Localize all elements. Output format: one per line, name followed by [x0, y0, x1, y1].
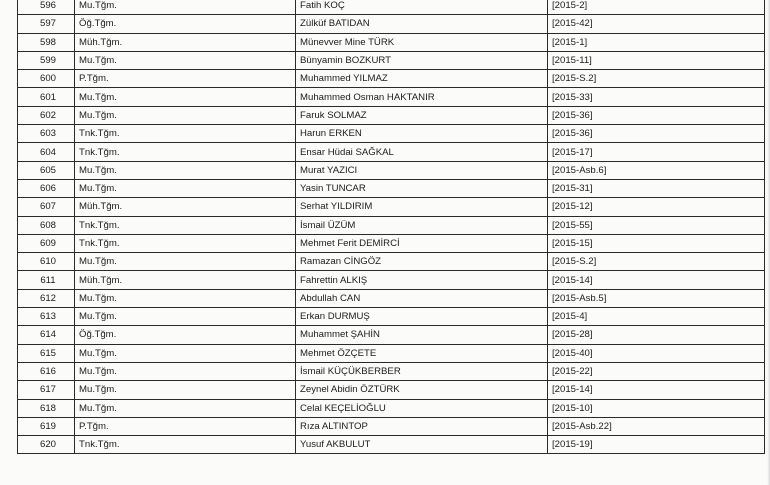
row-name: Serhat YILDIRIM	[296, 198, 548, 216]
row-code: [2015-2]	[548, 0, 765, 15]
row-number: 603	[18, 125, 75, 143]
personnel-table	[17, 0, 765, 454]
row-rank: Tnk.Tğm.	[75, 143, 296, 161]
row-rank: Mu.Tğm.	[75, 179, 296, 197]
row-rank: P.Tğm.	[75, 417, 296, 435]
row-name: Muhammet ŞAHİN	[296, 326, 548, 344]
table-row	[18, 344, 765, 362]
row-name: Yusuf AKBULUT	[296, 436, 548, 454]
row-code: [2015-1]	[548, 33, 765, 51]
row-code: [2015-14]	[548, 271, 765, 289]
row-number: 608	[18, 216, 75, 234]
row-rank: Tnk.Tğm.	[75, 216, 296, 234]
row-code: [2015-33]	[548, 88, 765, 106]
table-row	[18, 33, 765, 51]
row-name: Muhammed Osman HAKTANIR	[296, 88, 548, 106]
row-rank: Mu.Tğm.	[75, 344, 296, 362]
row-number: 604	[18, 143, 75, 161]
row-number: 606	[18, 179, 75, 197]
table-row	[18, 234, 765, 252]
table-row	[18, 271, 765, 289]
table-row	[18, 326, 765, 344]
row-name: Zülküf BATIDAN	[296, 15, 548, 33]
row-name: Ensar Hüdai SAĞKAL	[296, 143, 548, 161]
row-name: Faruk SOLMAZ	[296, 106, 548, 124]
row-rank: Tnk.Tğm.	[75, 234, 296, 252]
row-name: Erkan DURMUŞ	[296, 308, 548, 326]
row-number: 618	[18, 399, 75, 417]
table-row	[18, 51, 765, 69]
row-code: [2015-36]	[548, 125, 765, 143]
row-name: Fahrettin ALKIŞ	[296, 271, 548, 289]
row-name: Ramazan CİNGÖZ	[296, 253, 548, 271]
row-number: 598	[18, 33, 75, 51]
table-row	[18, 125, 765, 143]
row-number: 596	[18, 0, 75, 15]
row-rank: Mu.Tğm.	[75, 0, 296, 15]
row-rank: Mu.Tğm.	[75, 253, 296, 271]
row-name: Yasin TUNCAR	[296, 179, 548, 197]
table-row	[18, 88, 765, 106]
row-number: 597	[18, 15, 75, 33]
row-number: 612	[18, 289, 75, 307]
row-code: [2015-S.2]	[548, 70, 765, 88]
row-number: 605	[18, 161, 75, 179]
row-code: [2015-19]	[548, 436, 765, 454]
row-name: Mehmet Ferit DEMİRCİ	[296, 234, 548, 252]
row-number: 617	[18, 381, 75, 399]
row-rank: Müh.Tğm.	[75, 198, 296, 216]
table-row	[18, 179, 765, 197]
row-number: 611	[18, 271, 75, 289]
row-name: İsmail ÜZÜM	[296, 216, 548, 234]
row-rank: Mu.Tğm.	[75, 308, 296, 326]
row-number: 620	[18, 436, 75, 454]
row-rank: Mu.Tğm.	[75, 289, 296, 307]
row-code: [2015-10]	[548, 399, 765, 417]
row-number: 601	[18, 88, 75, 106]
row-code: [2015-36]	[548, 106, 765, 124]
row-name: Rıza ALTINTOP	[296, 417, 548, 435]
row-name: Abdullah CAN	[296, 289, 548, 307]
row-rank: Müh.Tğm.	[75, 271, 296, 289]
row-name: Bünyamin BOZKURT	[296, 51, 548, 69]
row-code: [2015-15]	[548, 234, 765, 252]
row-name: Muhammed YILMAZ	[296, 70, 548, 88]
table-row	[18, 253, 765, 271]
row-name: Murat YAZICI	[296, 161, 548, 179]
table-row	[18, 436, 765, 454]
row-name: Münevver Mine TÜRK	[296, 33, 548, 51]
row-name: Celal KEÇELİOĞLU	[296, 399, 548, 417]
row-name: Harun ERKEN	[296, 125, 548, 143]
row-name: Mehmet ÖZÇETE	[296, 344, 548, 362]
row-rank: Mu.Tğm.	[75, 51, 296, 69]
row-code: [2015-40]	[548, 344, 765, 362]
row-code: [2015-Asb.5]	[548, 289, 765, 307]
table-row	[18, 399, 765, 417]
row-rank: P.Tğm.	[75, 70, 296, 88]
row-number: 600	[18, 70, 75, 88]
row-name: Fatih KOÇ	[296, 0, 548, 15]
row-code: [2015-28]	[548, 326, 765, 344]
row-code: [2015-17]	[548, 143, 765, 161]
table-row	[18, 216, 765, 234]
row-code: [2015-14]	[548, 381, 765, 399]
table-row	[18, 308, 765, 326]
row-number: 616	[18, 362, 75, 380]
row-code: [2015-Asb.6]	[548, 161, 765, 179]
table-row	[18, 198, 765, 216]
row-code: [2015-Asb.22]	[548, 417, 765, 435]
row-rank: Mu.Tğm.	[75, 362, 296, 380]
row-number: 607	[18, 198, 75, 216]
row-rank: Tnk.Tğm.	[75, 436, 296, 454]
row-number: 602	[18, 106, 75, 124]
row-code: [2015-S.2]	[548, 253, 765, 271]
row-rank: Mu.Tğm.	[75, 88, 296, 106]
row-rank: Tnk.Tğm.	[75, 125, 296, 143]
row-code: [2015-31]	[548, 179, 765, 197]
table-row	[18, 417, 765, 435]
table-row	[18, 15, 765, 33]
row-code: [2015-22]	[548, 362, 765, 380]
row-code: [2015-12]	[548, 198, 765, 216]
table-row	[18, 381, 765, 399]
row-code: [2015-11]	[548, 51, 765, 69]
row-name: Zeynel Abidin ÖZTÜRK	[296, 381, 548, 399]
table-row	[18, 143, 765, 161]
row-rank: Mu.Tğm.	[75, 161, 296, 179]
row-rank: Mu.Tğm.	[75, 381, 296, 399]
row-rank: Öğ.Tğm.	[75, 15, 296, 33]
row-number: 614	[18, 326, 75, 344]
row-code: [2015-4]	[548, 308, 765, 326]
row-rank: Müh.Tğm.	[75, 33, 296, 51]
row-code: [2015-55]	[548, 216, 765, 234]
row-number: 619	[18, 417, 75, 435]
row-number: 609	[18, 234, 75, 252]
table-row	[18, 289, 765, 307]
table-row	[18, 161, 765, 179]
row-name: İsmail KÜÇÜKBERBER	[296, 362, 548, 380]
row-rank: Mu.Tğm.	[75, 106, 296, 124]
table-row	[18, 70, 765, 88]
row-number: 615	[18, 344, 75, 362]
row-rank: Mu.Tğm.	[75, 399, 296, 417]
row-code: [2015-42]	[548, 15, 765, 33]
row-rank: Öğ.Tğm.	[75, 326, 296, 344]
table-row	[18, 362, 765, 380]
table-row	[18, 106, 765, 124]
table-row	[18, 0, 765, 15]
row-number: 599	[18, 51, 75, 69]
personnel-table-body	[18, 0, 765, 454]
row-number: 610	[18, 253, 75, 271]
row-number: 613	[18, 308, 75, 326]
